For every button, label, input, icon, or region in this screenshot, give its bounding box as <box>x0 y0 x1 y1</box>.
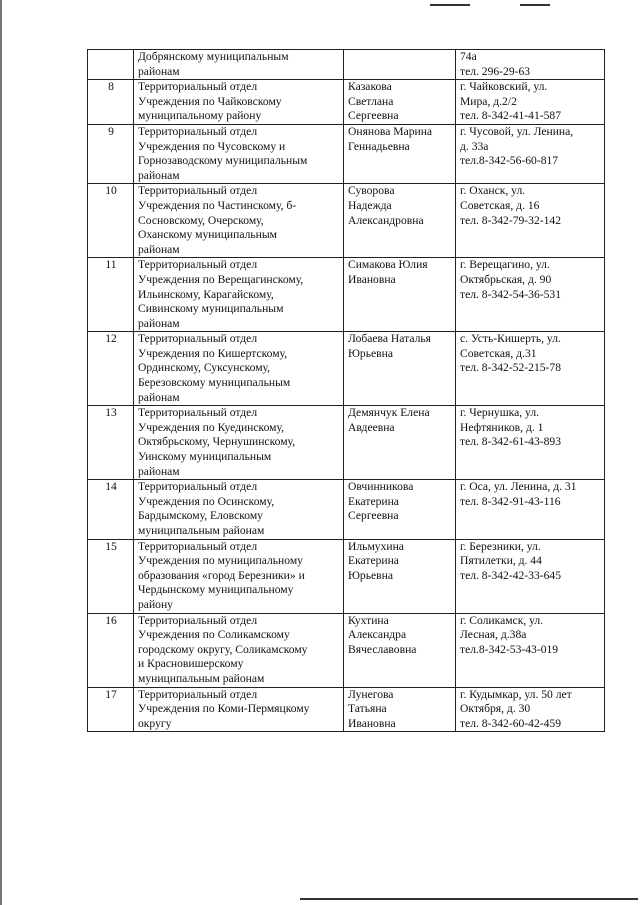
contact-address: г. Оса, ул. Ленина, д. 31 тел. 8-342-91-43-116 <box>456 480 605 539</box>
contact-address: г. Чернушка, ул. Нефтяников, д. 1 тел. 8-342-61-43-893 <box>456 406 605 480</box>
row-number: 9 <box>88 124 134 183</box>
department-name: Добрянскому муниципальным районам <box>134 50 344 80</box>
table-row <box>88 80 605 125</box>
row-number: 14 <box>88 480 134 539</box>
scan-bottom-mark <box>300 898 638 900</box>
department-name: Территориальный отдел Учреждения по Частинскому, б- Сосновскому, Очерскому, Оханскому муниципальным районам <box>134 184 344 258</box>
contact-address: г. Кудымкар, ул. 50 лет Октября, д. 30 тел. 8-342-60-42-459 <box>456 687 605 732</box>
contact-address: с. Усть-Кишерть, ул. Советская, д.31 тел. 8-342-52-215-78 <box>456 332 605 406</box>
department-name: Территориальный отдел Учреждения по муниципальному образования «город Березники» и Чердынскому муниципальному району <box>134 539 344 613</box>
department-name: Территориальный отдел Учреждения по Кишертскому, Ординскому, Суксунскому, Березовскому муниципальным районам <box>134 332 344 406</box>
head-name: Лунегова Татьяна Ивановна <box>344 687 456 732</box>
head-name <box>344 50 456 80</box>
table-row <box>88 687 605 732</box>
row-number: 11 <box>88 258 134 332</box>
head-name: Лобаева Наталья Юрьевна <box>344 332 456 406</box>
head-name: Овчинникова Екатерина Сергеевна <box>344 480 456 539</box>
department-name: Территориальный отдел Учреждения по Коми-Пермяцкому округу <box>134 687 344 732</box>
department-name: Территориальный отдел Учреждения по Верещагинскому, Ильинскому, Карагайскому, Сивинскому муниципальным районам <box>134 258 344 332</box>
contact-address: г. Оханск, ул. Советская, д. 16 тел. 8-342-79-32-142 <box>456 184 605 258</box>
table-row <box>88 332 605 406</box>
table-row <box>88 539 605 613</box>
row-number: 15 <box>88 539 134 613</box>
department-name: Территориальный отдел Учреждения по Чайковскому муниципальному району <box>134 80 344 125</box>
row-number: 16 <box>88 613 134 687</box>
head-name: Казакова Светлана Сергеевна <box>344 80 456 125</box>
row-number: 12 <box>88 332 134 406</box>
contact-address: г. Соликамск, ул. Лесная, д.38а тел.8-342-53-43-019 <box>456 613 605 687</box>
row-number: 17 <box>88 687 134 732</box>
head-name: Кухтина Александра Вячеславовна <box>344 613 456 687</box>
table-row <box>88 50 605 80</box>
row-number: 13 <box>88 406 134 480</box>
table-row <box>88 258 605 332</box>
contact-address: 74а тел. 296-29-63 <box>456 50 605 80</box>
department-name: Территориальный отдел Учреждения по Чусовскому и Горнозаводскому муниципальным районам <box>134 124 344 183</box>
head-name: Симакова Юлия Ивановна <box>344 258 456 332</box>
row-number <box>88 50 134 80</box>
head-name: Ильмухина Екатерина Юрьевна <box>344 539 456 613</box>
table-row <box>88 613 605 687</box>
head-name: Онянова Марина Геннадьевна <box>344 124 456 183</box>
contact-address: г. Чусовой, ул. Ленина, д. 33а тел.8-342-56-60-817 <box>456 124 605 183</box>
head-name: Суворова Надежда Александровна <box>344 184 456 258</box>
row-number: 8 <box>88 80 134 125</box>
contact-address: г. Березники, ул. Пятилетки, д. 44 тел. 8-342-42-33-645 <box>456 539 605 613</box>
table-row <box>88 124 605 183</box>
scan-left-edge <box>0 0 2 905</box>
department-name: Территориальный отдел Учреждения по Осинскому, Бардымскому, Еловскому муниципальным районам <box>134 480 344 539</box>
row-number: 10 <box>88 184 134 258</box>
table-row <box>88 480 605 539</box>
departments-table <box>87 49 605 732</box>
department-name: Территориальный отдел Учреждения по Куединскому, Октябрьскому, Чернушинскому, Уинскому муниципальным районам <box>134 406 344 480</box>
contact-address: г. Чайковский, ул. Мира, д.2/2 тел. 8-342-41-41-587 <box>456 80 605 125</box>
department-name: Территориальный отдел Учреждения по Соликамскому городскому округу, Соликамскому и Красновишерскому муниципальным районам <box>134 613 344 687</box>
scan-top-mark <box>520 4 550 6</box>
table-row <box>88 184 605 258</box>
table-row <box>88 406 605 480</box>
head-name: Демянчук Елена Авдеевна <box>344 406 456 480</box>
contact-address: г. Верещагино, ул. Октябрьская, д. 90 тел. 8-342-54-36-531 <box>456 258 605 332</box>
scan-top-mark <box>430 4 470 6</box>
